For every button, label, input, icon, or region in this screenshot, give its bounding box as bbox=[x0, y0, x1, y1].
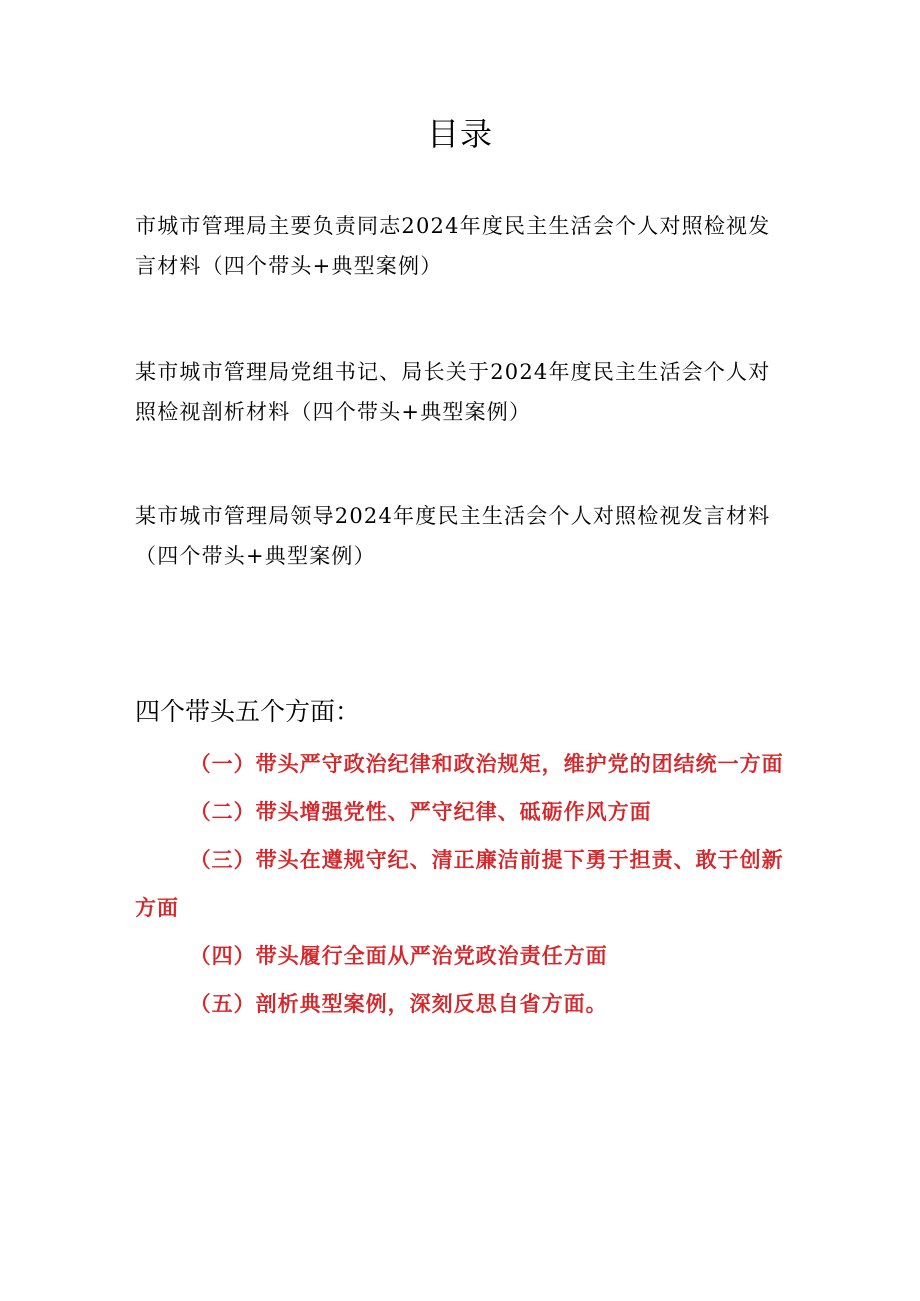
section-heading: 四个带头五个方面： bbox=[135, 697, 361, 726]
toc-item-3: 某市城市管理局领导2024年度民主生活会个人对照检视发言材料（四个带头+典型案例） bbox=[135, 504, 771, 568]
aspects-list bbox=[135, 740, 791, 1028]
aspect-item-2: （二）带头增强党性、严守纪律、砥砺作风方面 bbox=[189, 799, 652, 824]
toc-item-1: 市城市管理局主要负责同志2024年度民主生活会个人对照检视发言材料（四个带头+典型案例） bbox=[135, 214, 771, 278]
aspect-item-4: （四）带头履行全面从严治党政治责任方面 bbox=[189, 943, 608, 968]
aspect-item-5: （五）剖析典型案例，深刻反思自省方面。 bbox=[189, 991, 608, 1016]
aspect-item-3: （三）带头在遵规守纪、清正廉洁前提下勇于担责、敢于创新方面 bbox=[135, 847, 784, 920]
toc-item-2: 某市城市管理局党组书记、局长关于2024年度民主生活会个人对照检视剖析材料（四个带头+典型案例） bbox=[135, 360, 771, 424]
aspect-item-1: （一）带头严守政治纪律和政治规矩，维护党的团结统一方面 bbox=[189, 751, 784, 776]
page-title: 目录 bbox=[426, 115, 493, 153]
